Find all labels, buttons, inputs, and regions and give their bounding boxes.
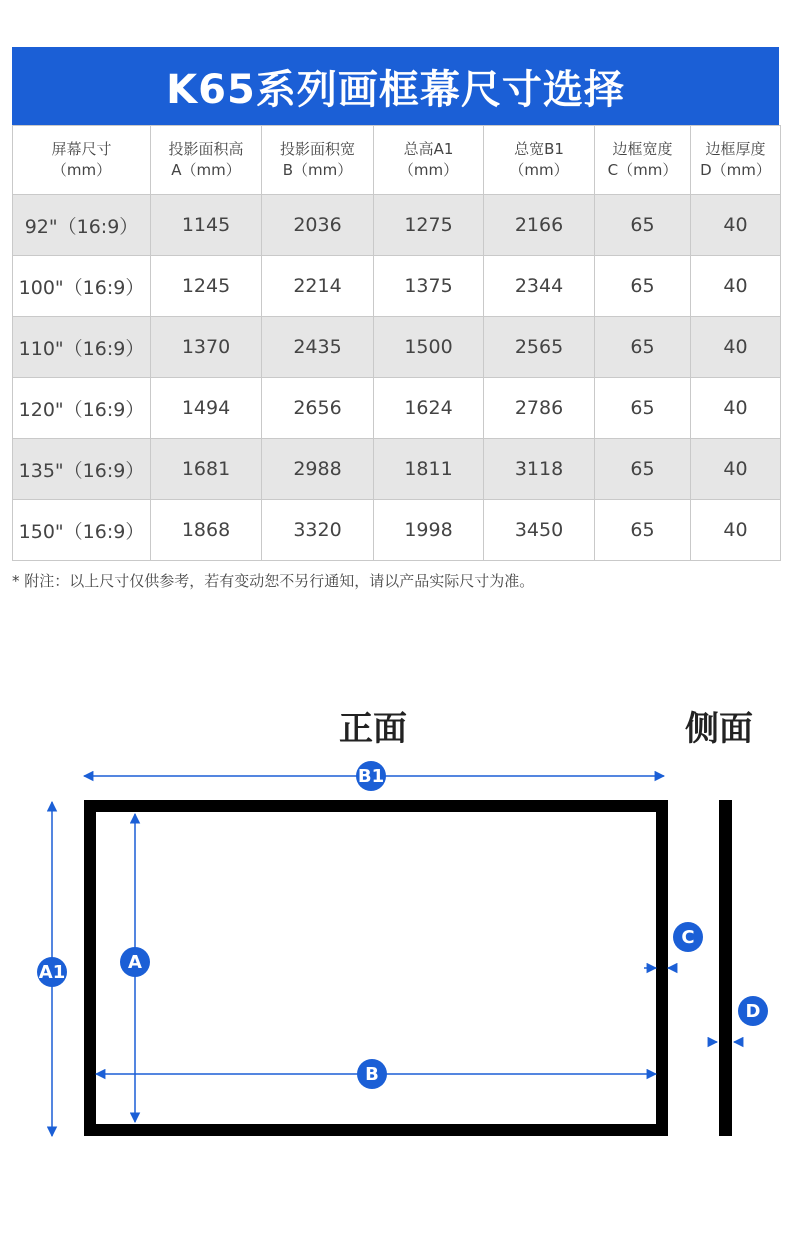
table-cell: 150"（16:9） (13, 500, 151, 561)
header-line: （mm） (509, 161, 569, 179)
table-cell: 65 (595, 195, 691, 256)
header-line: A（mm） (171, 161, 241, 179)
table-cell: 40 (691, 317, 781, 378)
header-line: C（mm） (607, 161, 678, 179)
header-line: 投影面积高 (168, 140, 244, 158)
header-line: 屏幕尺寸 (51, 140, 112, 158)
header-line: （mm） (398, 161, 459, 179)
table-row (13, 256, 781, 317)
table-cell: 135"（16:9） (13, 439, 151, 500)
table-cell: 1868 (151, 500, 262, 561)
table-cell: 3118 (484, 439, 595, 500)
table-cell: 1624 (374, 378, 484, 439)
header-line: 投影面积宽 (279, 140, 355, 158)
table-cell: 65 (595, 500, 691, 561)
table-cell: 40 (691, 378, 781, 439)
c-badge-label: C (681, 927, 695, 948)
table-row (13, 195, 781, 256)
table-cell: 2435 (262, 317, 374, 378)
header-line: 总宽B1 (514, 140, 564, 158)
table-cell: 92"（16:9） (13, 195, 151, 256)
header-line: D（mm） (700, 161, 771, 179)
table-cell: 65 (595, 378, 691, 439)
table-cell: 40 (691, 439, 781, 500)
header-area-width (262, 126, 374, 195)
table-cell: 120"（16:9） (13, 378, 151, 439)
table-cell: 1998 (374, 500, 484, 561)
table-row (13, 317, 781, 378)
table-cell: 2214 (262, 256, 374, 317)
table-cell: 1494 (151, 378, 262, 439)
b-badge-label: B (365, 1064, 379, 1085)
d-badge-label: D (745, 1001, 761, 1022)
page-title: K65系列画框幕尺寸选择 (12, 47, 779, 125)
table-cell: 100"（16:9） (13, 256, 151, 317)
header-line: 边框厚度 (705, 140, 766, 158)
header-frame-depth (691, 126, 781, 195)
table-cell: 40 (691, 195, 781, 256)
dimension-diagram (0, 690, 790, 1160)
table-cell: 2565 (484, 317, 595, 378)
table-cell: 2344 (484, 256, 595, 317)
table-cell: 2786 (484, 378, 595, 439)
header-area-height (151, 126, 262, 195)
size-table (12, 125, 781, 561)
table-cell: 1145 (151, 195, 262, 256)
front-view-label: 正面 (339, 709, 407, 749)
a1-badge-label: A1 (38, 962, 66, 983)
table-row (13, 378, 781, 439)
table-cell: 2988 (262, 439, 374, 500)
table-cell: 40 (691, 256, 781, 317)
side-frame (719, 800, 732, 1136)
table-cell: 65 (595, 317, 691, 378)
side-view-label: 侧面 (685, 709, 753, 749)
header-line: （mm） (51, 161, 112, 179)
table-cell: 40 (691, 500, 781, 561)
table-cell: 2166 (484, 195, 595, 256)
table-cell: 65 (595, 256, 691, 317)
table-cell: 1811 (374, 439, 484, 500)
table-cell: 1245 (151, 256, 262, 317)
table-row (13, 439, 781, 500)
header-total-width (484, 126, 595, 195)
header-frame-width (595, 126, 691, 195)
table-cell: 1375 (374, 256, 484, 317)
table-cell: 3320 (262, 500, 374, 561)
b1-badge-label: B1 (357, 766, 385, 787)
table-cell: 2036 (262, 195, 374, 256)
header-screen-size (13, 126, 151, 195)
table-cell: 65 (595, 439, 691, 500)
header-line: B（mm） (282, 161, 353, 179)
table-cell: 1275 (374, 195, 484, 256)
table-header-row (13, 126, 781, 195)
table-cell: 1681 (151, 439, 262, 500)
table-row (13, 500, 781, 561)
table-cell: 3450 (484, 500, 595, 561)
table-cell: 2656 (262, 378, 374, 439)
table-cell: 1500 (374, 317, 484, 378)
footnote: * 附注：以上尺寸仅供参考，若有变动恕不另行通知，请以产品实际尺寸为准。 (12, 572, 535, 590)
a-badge-label: A (128, 952, 142, 973)
header-line: 边框宽度 (612, 140, 673, 158)
table-cell: 1370 (151, 317, 262, 378)
header-line: 总高A1 (403, 140, 454, 158)
header-total-height (374, 126, 484, 195)
table-cell: 110"（16:9） (13, 317, 151, 378)
